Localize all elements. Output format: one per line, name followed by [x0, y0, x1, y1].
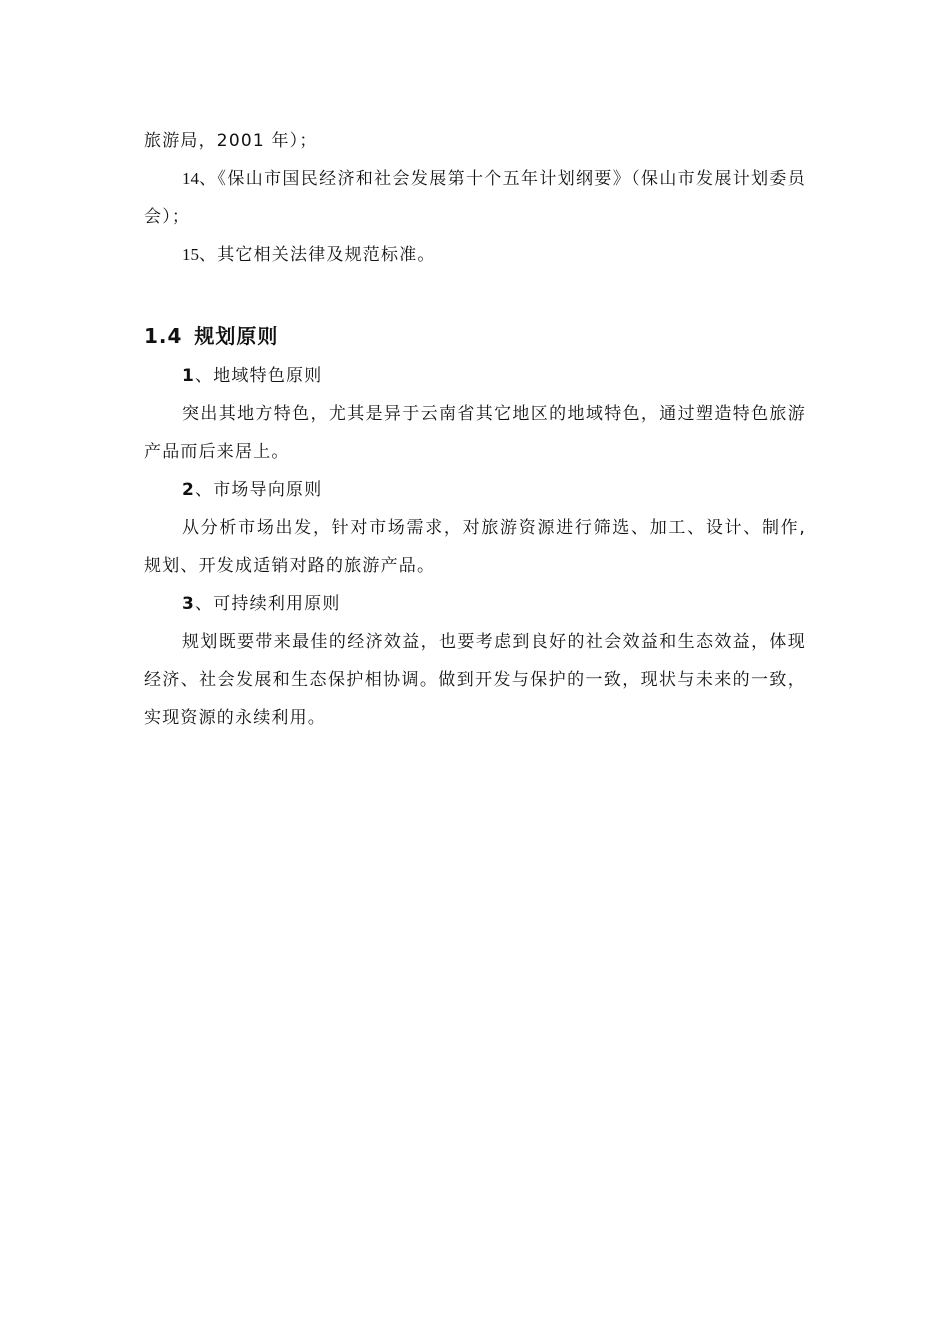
reference-number: 15: [182, 245, 199, 264]
reference-item-15: [144, 236, 806, 274]
reference-number: 14: [182, 169, 199, 188]
principle-heading-2: [144, 471, 806, 509]
principle-number: 3: [182, 594, 196, 614]
principle-title: 、地域特色原则: [195, 366, 323, 386]
document-page: [144, 122, 806, 737]
reference-text: 、其它相关法律及规范标准。: [199, 245, 436, 265]
principle-title: 、可持续利用原则: [195, 594, 341, 614]
reference-text: 旅游局，2001 年）；: [144, 131, 318, 151]
principle-body-2: 从分析市场出发，针对市场需求，对旅游资源进行筛选、加工、设计、制作,规划、开发成适销对路的旅游产品。: [144, 518, 806, 576]
principle-body-1: 突出其地方特色，尤其是异于云南省其它地区的地域特色，通过塑造特色旅游产品而后来居上。: [144, 404, 806, 462]
section-title: 规划原则: [194, 324, 279, 348]
principle-title: 、市场导向原则: [195, 480, 323, 500]
section-heading: [144, 315, 806, 357]
reference-text: 、《保山市国民经济和社会发展第十个五年计划纲要》（保山市发展计划委员会）；: [144, 169, 806, 227]
principle-heading-1: [144, 357, 806, 395]
principle-body-3: 规划既要带来最佳的经济效益，也要考虑到良好的社会效益和生态效益，体现经济、社会发展和生态保护相协调。做到开发与保护的一致，现状与未来的一致，实现资源的永续利用。: [144, 632, 806, 728]
reference-item-13-continuation: [144, 122, 806, 160]
principle-number: 2: [182, 480, 196, 500]
principle-heading-3: [144, 585, 806, 623]
section-number: 1.4: [144, 324, 183, 348]
principle-number: 1: [182, 366, 196, 386]
reference-item-14: [144, 160, 806, 236]
